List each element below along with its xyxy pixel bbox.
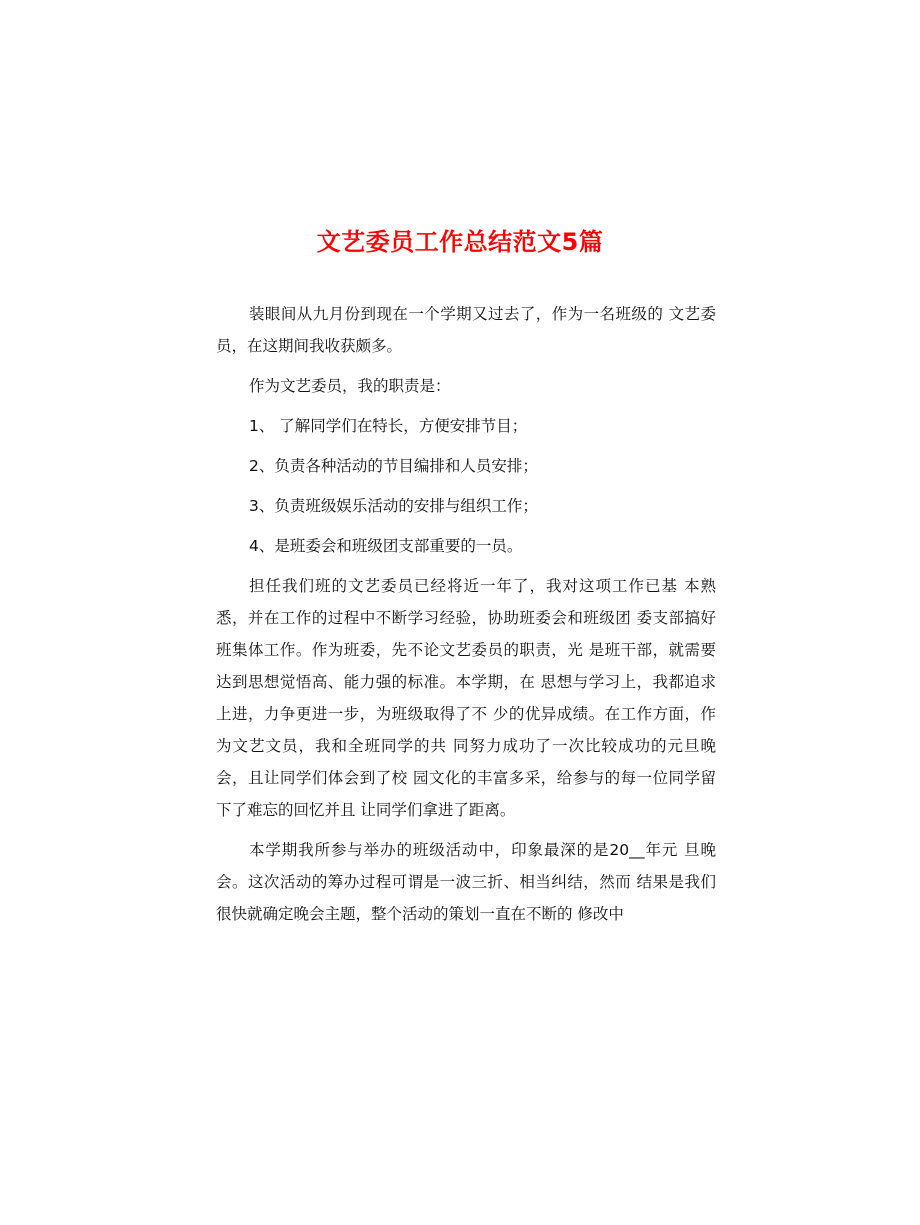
duty-item-2: 2、负责各种活动的节目编排和人员安排； bbox=[249, 457, 538, 475]
activity-paragraph: 本学期我所参与举办的班级活动中，印象最深的是20__年元 旦晚会。这次活动的筹办过程可谓是一波三折、相当纠结，然而 结果是我们很快就确定晚会主题，整个活动的策划一直在不断的 修改中 bbox=[216, 841, 716, 923]
intro-paragraph: 装眼间从九月份到现在一个学期又过去了，作为一名班级的 文艺委员，在这期间我收获颇多。 bbox=[216, 305, 716, 355]
document-title: 文艺委员工作总结范文5篇 bbox=[316, 228, 604, 256]
experience-paragraph: 担任我们班的文艺委员已经将近一年了，我对这项工作已基 本熟悉，并在工作的过程中不断学习经验，协助班委会和班级团 委支部搞好班集体工作。作为班委，先不论文艺委员的职责，光 是班干部，就需要达到思想觉悟高、能力强的标准。本学期，在 思想与学习上，我都追求上进，力争更进一步，为班级取得了不 少的优异成绩。在工作方面，作为文艺文员，我和全班同学的共 同努力成功了一次比较成功的元旦晚会，且让同学们体会到了校 园文化的丰富多采，给参与的每一位同学留下了难忘的回忆并且 让同学们拿进了距离。 bbox=[216, 577, 716, 819]
duty-item-3: 3、负责班级娱乐活动的安排与组织工作； bbox=[249, 497, 538, 515]
duty-item-4: 4、是班委会和班级团支部重要的一员。 bbox=[249, 537, 523, 555]
document-body bbox=[216, 298, 716, 938]
duties-heading: 作为文艺委员，我的职责是： bbox=[249, 377, 451, 395]
duty-item-1: 1、 了解同学们在特长，方便安排节目； bbox=[249, 417, 528, 435]
